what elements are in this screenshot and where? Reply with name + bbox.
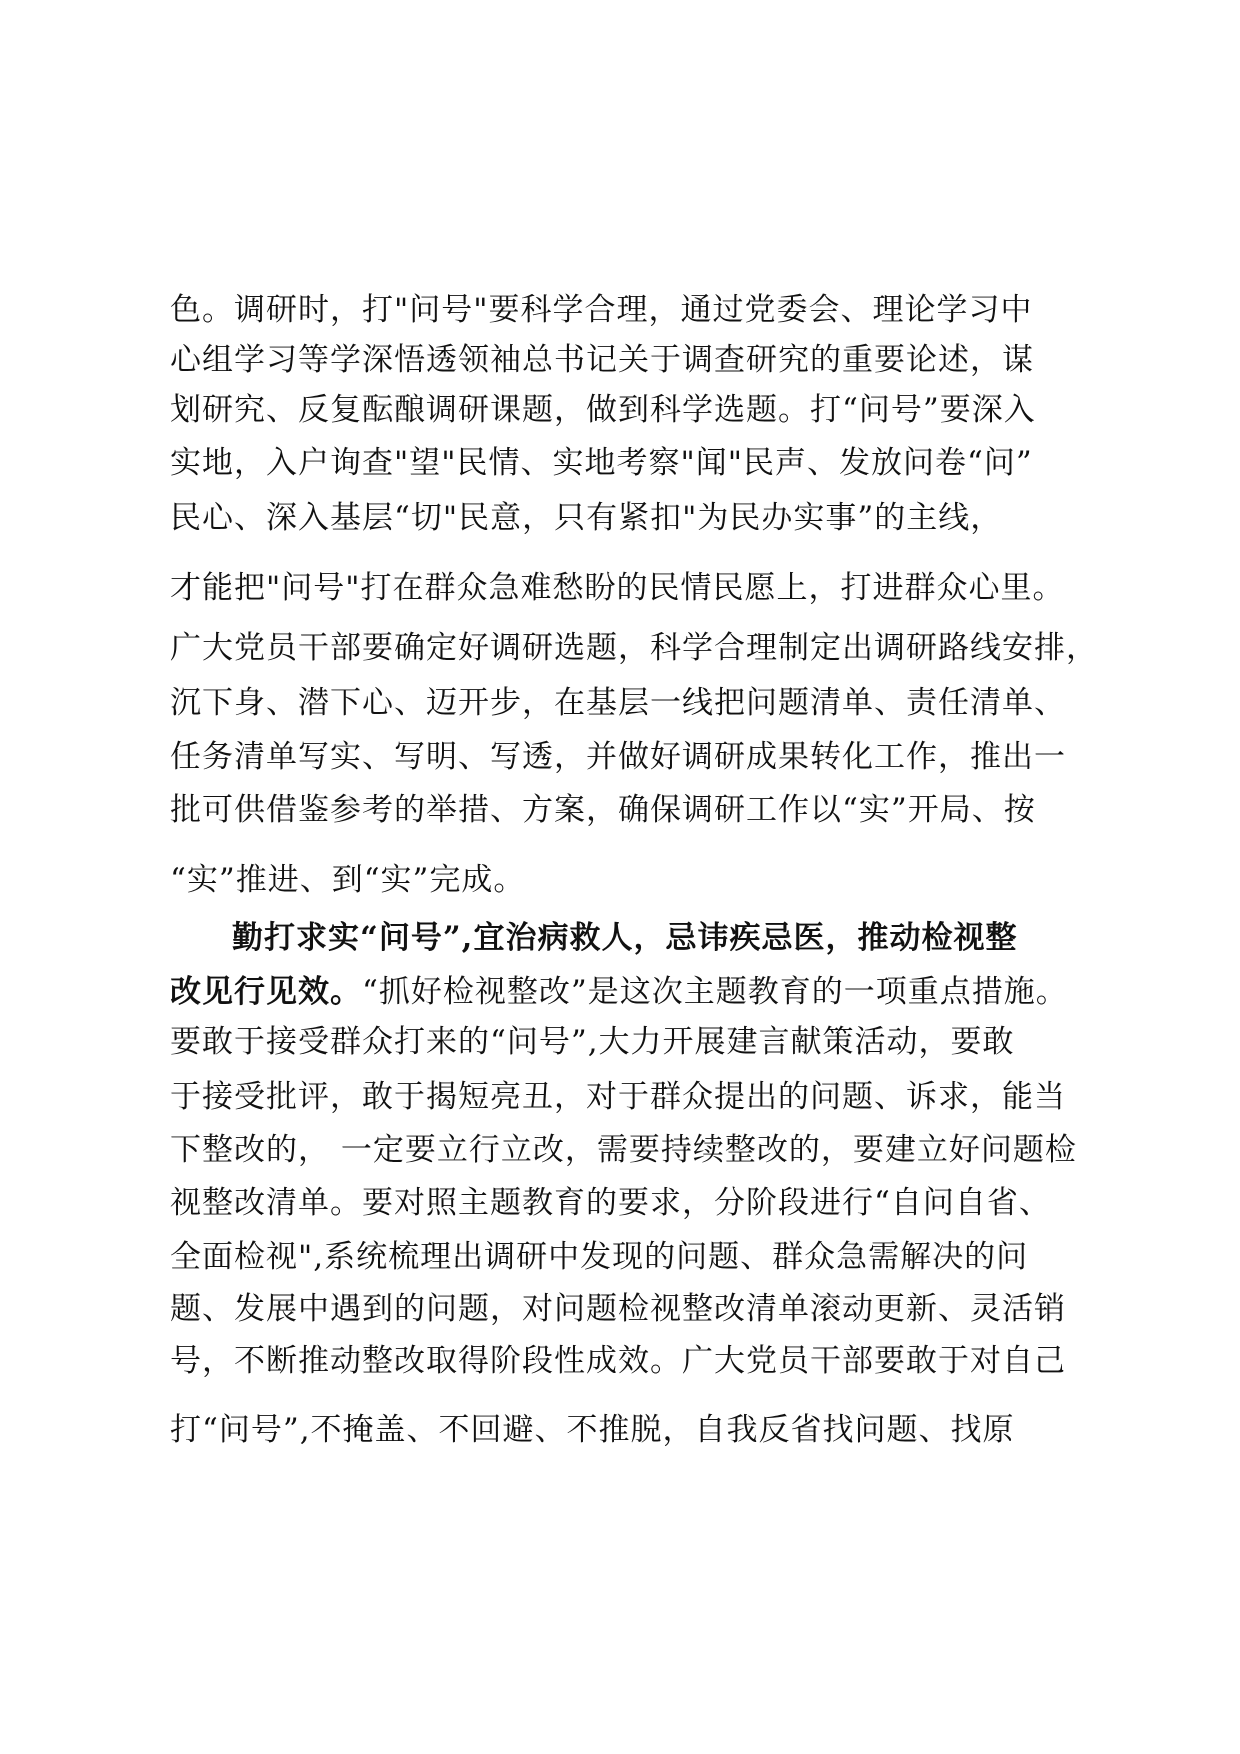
- text-line: 视整改清单。要对照主题教育的要求，分阶段进行“自问自省、: [170, 1185, 1051, 1221]
- text-line: 号，不断推动整改取得阶段性成效。广大党员干部要敢于对自己: [170, 1343, 1066, 1379]
- section-heading-end: 改见行见效。: [170, 974, 362, 1010]
- text-line: [170, 972, 1090, 1012]
- text-line: “实”推进、到“实”完成。: [170, 862, 526, 898]
- text-line: 下整改的， 一定要立行立改，需要持续整改的，要建立好问题检: [170, 1132, 1077, 1168]
- text-line: 划研究、反复酝酿调研课题，做到科学选题。打“问号”要深入: [170, 392, 1036, 428]
- text-line: 才能把"问号"打在群众急难愁盼的民情民愿上，打进群众心里。: [170, 570, 1065, 606]
- text-line: 于接受批评，敢于揭短亮丑，对于群众提出的问题、诉求，能当: [170, 1079, 1066, 1115]
- text-line: 广大党员干部要确定好调研选题，科学合理制定出调研路线安排，: [170, 630, 1098, 666]
- section-heading: 勤打求实“问号”,宜治病救人，忌讳疾忌医，推动检视整: [232, 920, 1018, 956]
- text-line: 沉下身、潜下心、迈开步，在基层一线把问题清单、责任清单、: [170, 685, 1066, 721]
- text-line: 打“问号”,不掩盖、不回避、不推脱，自我反省找问题、找原: [170, 1412, 1015, 1448]
- text-line: 要敢于接受群众打来的“问号”,大力开展建言献策活动，要敢: [170, 1024, 1015, 1060]
- text-line: 心组学习等学深悟透领袖总书记关于调查研究的重要论述，谋: [170, 342, 1034, 378]
- text-line: 实地，入户询查"望"民情、实地考察"闻"民声、发放问卷“问”: [170, 445, 1033, 481]
- text-line: 任务清单写实、写明、写透，并做好调研成果转化工作，推出一: [170, 739, 1066, 775]
- text-line: 民心、深入基层“切"民意，只有紧扣"为民办实事”的主线，: [170, 500, 1003, 536]
- text-line: 题、发展中遇到的问题，对问题检视整改清单滚动更新、灵活销: [170, 1291, 1066, 1327]
- text-line: 批可供借鉴参考的举措、方案，确保调研工作以“实”开局、按: [170, 792, 1036, 828]
- text-line: 全面检视",系统梳理出调研中发现的问题、群众急需解决的问: [170, 1239, 1029, 1275]
- text-span: “抓好检视整改”是这次主题教育的一项重点措施。: [362, 974, 1068, 1010]
- text-line: 色。调研时，打"问号"要科学合理，通过党委会、理论学习中: [170, 292, 1033, 328]
